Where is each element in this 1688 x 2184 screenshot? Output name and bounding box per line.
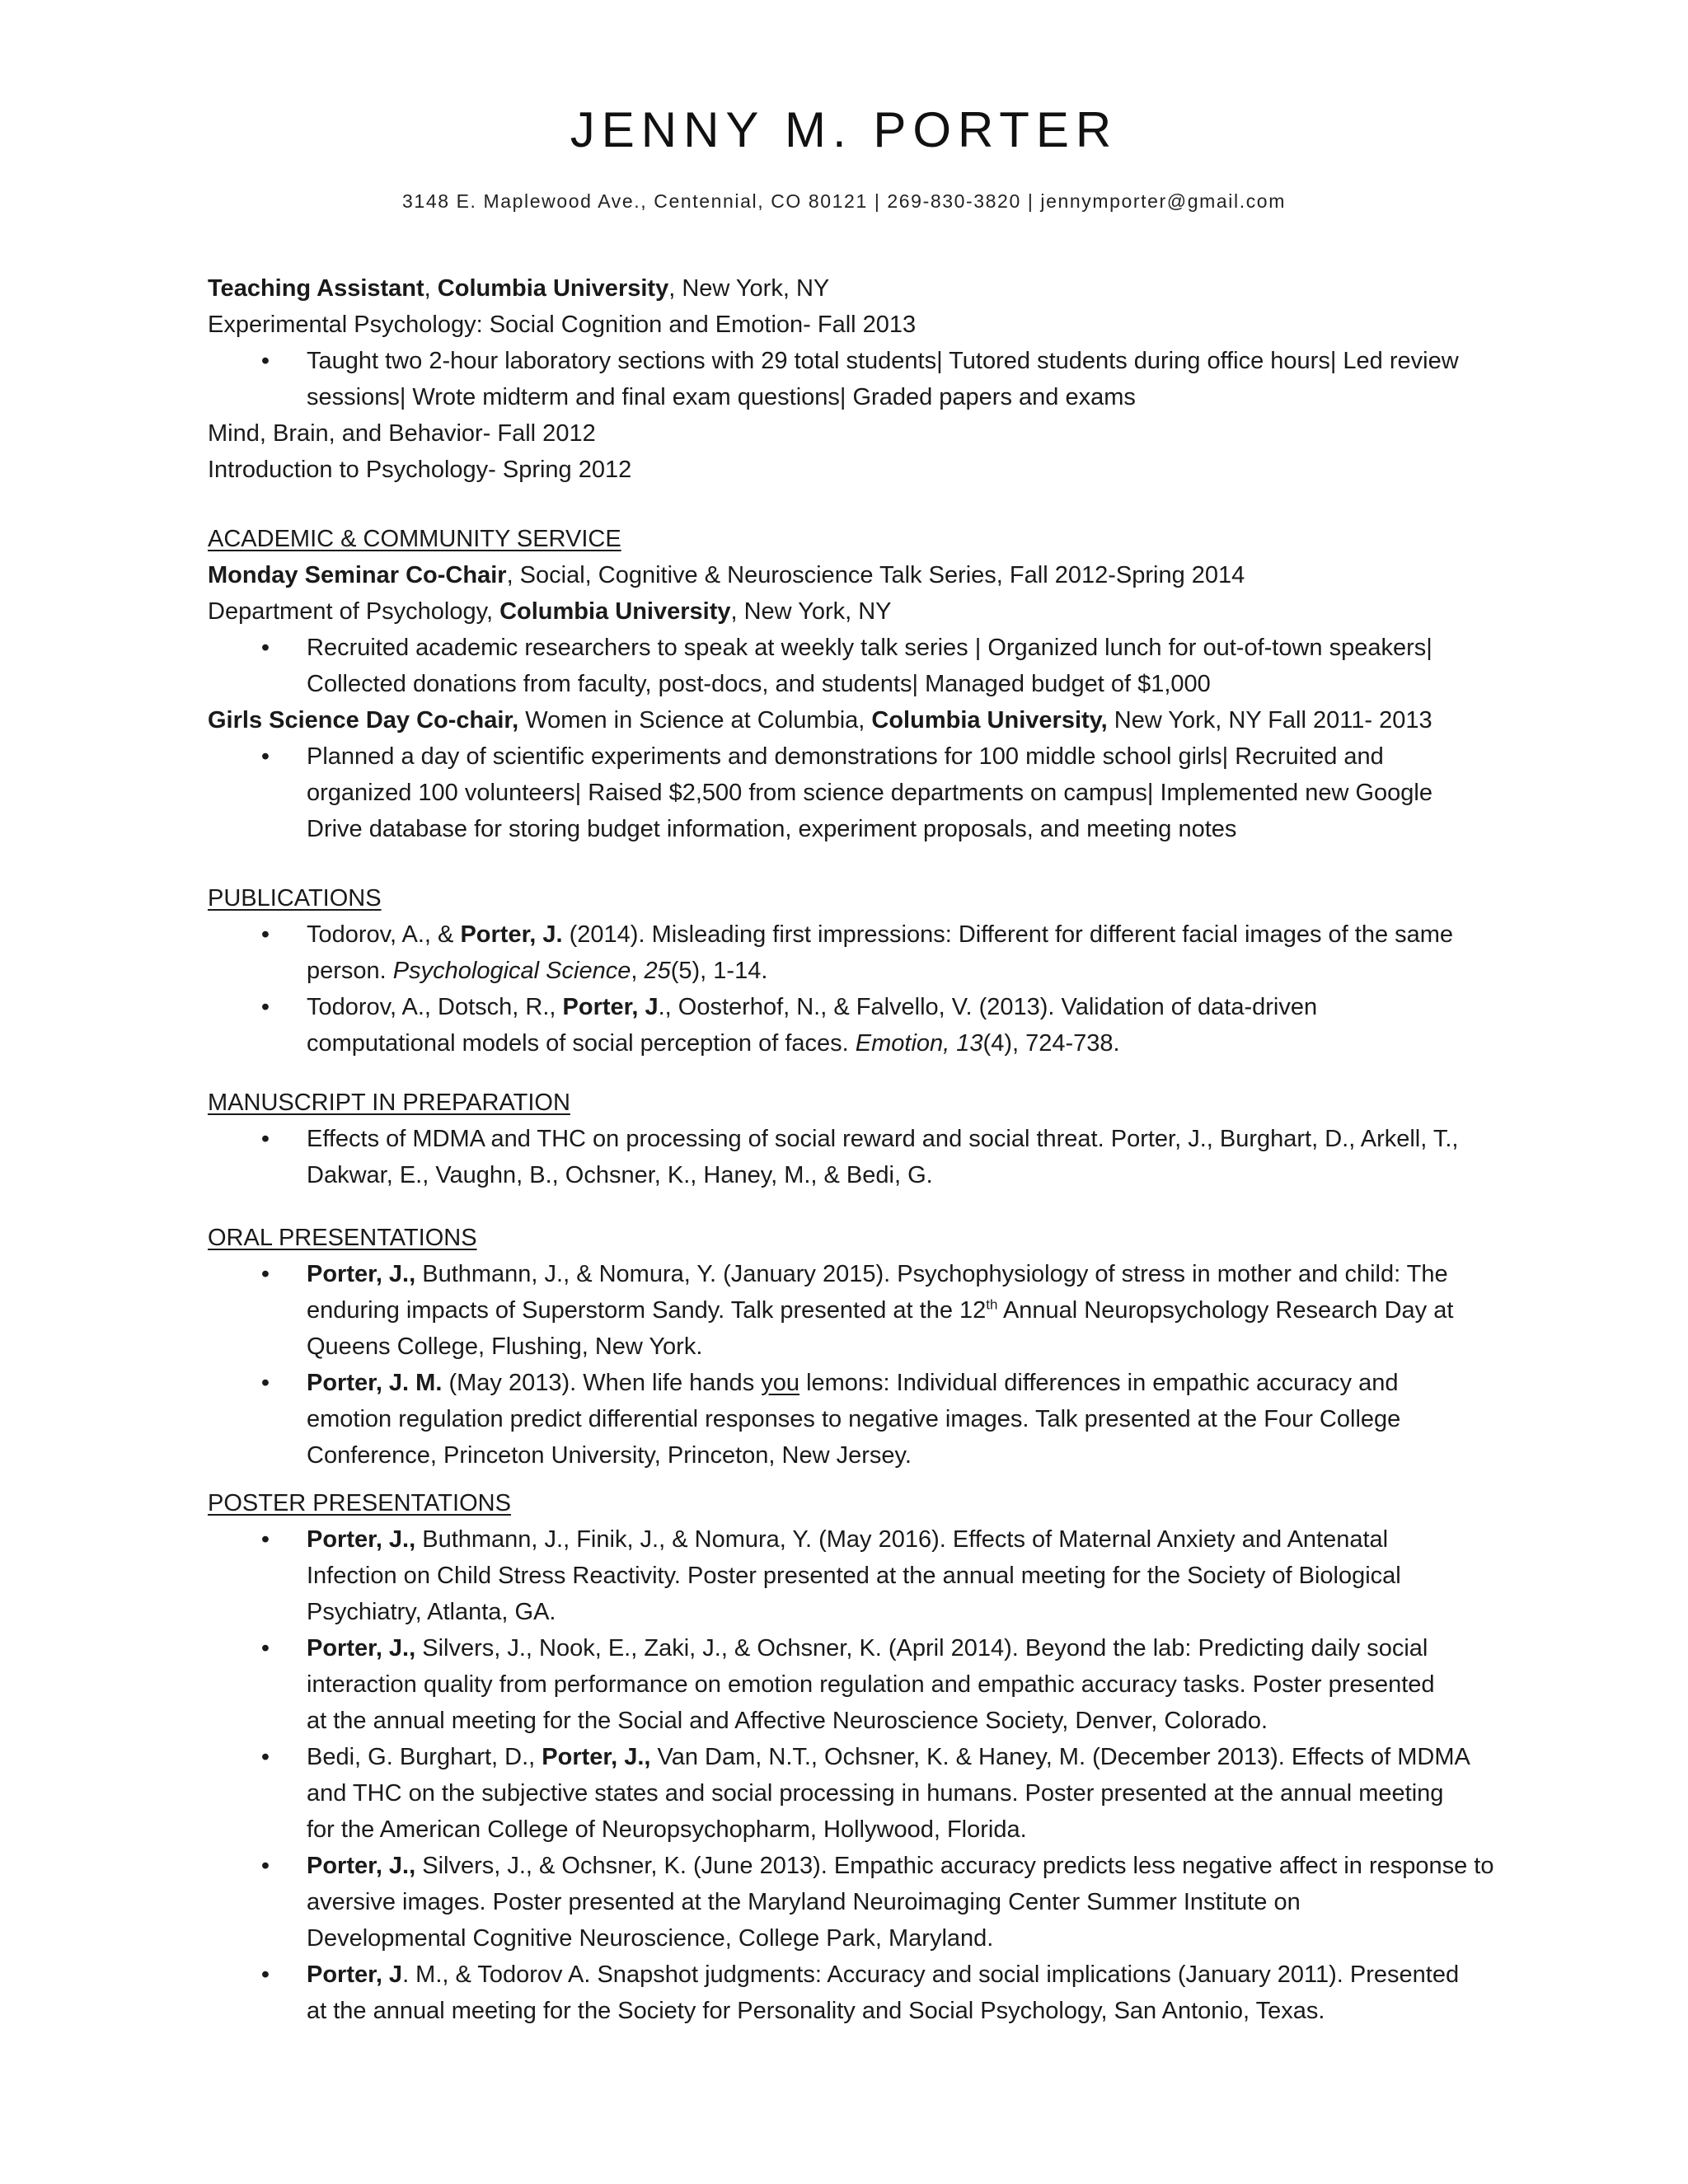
bullet-icon: • <box>260 1126 270 1152</box>
list-item <box>208 1256 1559 1365</box>
bullet-text: organized 100 volunteers| Raised $2,500 from science departments on campus| Implemented new Google <box>307 780 1432 806</box>
citation-line: emotion regulation predict differential responses to negative images. Talk presented at the Four College <box>307 1406 1401 1432</box>
course-3: Introduction to Psychology- Spring 2012 <box>208 457 632 483</box>
list-item <box>208 1630 1559 1739</box>
citation-text: enduring impacts of Superstorm Sandy. Talk presented at the 12 <box>307 1297 987 1324</box>
course-1: Experimental Psychology: Social Cognition and Emotion- Fall 2013 <box>208 312 917 338</box>
citation-line <box>307 1957 1559 1993</box>
citation-line: and THC on the subjective states and social processing in humans. Poster presented at the annual meeting <box>307 1780 1444 1807</box>
citation-text: person. <box>307 958 393 984</box>
section-heading: ORAL PRESENTATIONS <box>208 1225 477 1251</box>
author-highlight: Porter, J. M. <box>307 1370 443 1396</box>
list-item <box>208 1739 1559 1848</box>
bullet-icon: • <box>260 1635 270 1661</box>
author-highlight: Porter, J., <box>307 1853 416 1879</box>
author-highlight: Porter, J., <box>307 1261 416 1287</box>
citation-text: (2014). Misleading first impressions: Different for different facial images of the same <box>562 921 1454 948</box>
citation-line: aversive images. Poster presented at the Maryland Neuroimaging Center Summer Institute on <box>307 1889 1301 1915</box>
list-item <box>208 989 1559 1062</box>
bullet-text: Recruited academic researchers to speak at weekly talk series | Organized lunch for out-of-town speakers| <box>307 635 1432 661</box>
list-item <box>208 1521 1559 1630</box>
teaching-section <box>208 270 1559 488</box>
oral-presentations-section <box>208 1220 1559 1474</box>
citation-text: . M., & Todorov A. Snapshot judgments: Accuracy and social implications (January 2011). Presented <box>402 1961 1460 1988</box>
citation-line: Psychiatry, Atlanta, GA. <box>307 1599 556 1625</box>
teaching-role: Teaching Assistant <box>208 275 424 302</box>
citation-line: interaction quality from performance on emotion regulation and empathic accuracy tasks. Poster presented <box>307 1671 1435 1698</box>
bullet-text: Collected donations from faculty, post-docs, and students| Managed budget of $1,000 <box>307 671 1211 697</box>
citation-line <box>307 1848 1559 1884</box>
list-item <box>208 1957 1559 2029</box>
citation-line: Queens College, Flushing, New York. <box>307 1333 703 1360</box>
bullet-text: Taught two 2-hour laboratory sections with 29 total students| Tutored students during office hours| Led review <box>307 348 1459 374</box>
journal-volume: 25 <box>644 958 671 984</box>
publications-section <box>208 880 1559 1062</box>
citation-line <box>307 1739 1559 1775</box>
citation-text: lemons: Individual differences in empathic accuracy and <box>799 1370 1399 1396</box>
poster-presentations-section <box>208 1485 1559 2029</box>
service-detail: New York, NY Fall 2011- 2013 <box>1107 707 1432 733</box>
teaching-org: Columbia University <box>437 275 669 302</box>
author-highlight: Porter, J <box>307 1961 403 1988</box>
bullet-icon: • <box>260 1370 270 1396</box>
citation-text: Todorov, A., Dotsch, R., <box>307 994 563 1020</box>
bullet-icon: • <box>260 743 270 770</box>
course-2: Mind, Brain, and Behavior- Fall 2012 <box>208 420 596 447</box>
service-org: Columbia University, <box>871 707 1108 733</box>
citation-line <box>307 953 1559 989</box>
section-heading: PUBLICATIONS <box>208 885 382 912</box>
citation-line <box>307 1365 1559 1401</box>
bullet-icon: • <box>260 635 270 661</box>
author-highlight: Porter, J., <box>542 1744 651 1770</box>
contact-info: 3148 E. Maplewood Ave., Centennial, CO 80121 | 269-830-3820 | jennymporter@gmail.com <box>402 190 1286 212</box>
citation-line: Developmental Cognitive Neuroscience, College Park, Maryland. <box>307 1925 994 1952</box>
section-heading: ACADEMIC & COMMUNITY SERVICE <box>208 526 621 552</box>
citation-text: Annual Neuropsychology Research Day at <box>997 1297 1454 1324</box>
list-item <box>208 1365 1559 1474</box>
bullet-icon: • <box>260 1744 270 1770</box>
superscript: th <box>986 1296 998 1313</box>
teaching-location: , New York, NY <box>668 275 830 302</box>
journal-name: Emotion, 13 <box>855 1030 983 1057</box>
bullet-text: Dakwar, E., Vaughn, B., Ochsner, K., Haney, M., & Bedi, G. <box>307 1162 933 1188</box>
citation-text: Bedi, G. Burghart, D., <box>307 1744 542 1770</box>
bullet-text: Planned a day of scientific experiments and demonstrations for 100 middle school girls| Recruited and <box>307 743 1384 770</box>
bullet-icon: • <box>260 1853 270 1879</box>
citation-text: computational models of social perception of faces. <box>307 1030 856 1057</box>
citation-line <box>307 1292 1559 1329</box>
service-item-1-title <box>208 557 1559 593</box>
citation-line <box>307 1025 1559 1062</box>
dept-name: Department of Psychology, <box>208 598 500 625</box>
citation-text: Buthmann, J., Finik, J., & Nomura, Y. (May 2016). Effects of Maternal Anxiety and Antenatal <box>415 1526 1389 1553</box>
citation-text: Van Dam, N.T., Ochsner, K. & Haney, M. (December 2013). Effects of MDMA <box>650 1744 1470 1770</box>
citation-line: at the annual meeting for the Social and Affective Neuroscience Society, Denver, Colorado. <box>307 1708 1268 1734</box>
service-item-2-title <box>208 702 1559 738</box>
service-role: Monday Seminar Co-Chair <box>208 562 507 588</box>
section-heading: POSTER PRESENTATIONS <box>208 1490 511 1516</box>
list-item <box>208 630 1559 702</box>
list-item <box>208 343 1559 415</box>
bullet-icon: • <box>260 921 270 948</box>
author-highlight: Porter, J. <box>460 921 563 948</box>
bullet-icon: • <box>260 994 270 1020</box>
citation-text: (4), 724-738. <box>982 1030 1120 1057</box>
citation-line: Infection on Child Stress Reactivity. Poster presented at the annual meeting for the Society of Biological <box>307 1563 1401 1589</box>
list-item <box>208 916 1559 989</box>
citation-line <box>307 989 1559 1025</box>
candidate-name: JENNY M. PORTER <box>570 102 1118 157</box>
manuscript-section <box>208 1085 1559 1193</box>
service-org: Columbia University <box>499 598 731 625</box>
citation-text: (May 2013). When life hands <box>442 1370 762 1396</box>
service-role: Girls Science Day Co-chair, <box>208 707 519 733</box>
section-heading: MANUSCRIPT IN PREPARATION <box>208 1090 570 1116</box>
separator: , <box>424 275 438 302</box>
citation-text: Silvers, J., & Ochsner, K. (June 2013). Empathic accuracy predicts less negative affect in response to <box>415 1853 1494 1879</box>
author-highlight: Porter, J., <box>307 1526 416 1553</box>
author-highlight: Porter, J <box>562 994 659 1020</box>
citation-line <box>307 1256 1559 1292</box>
citation-line: Conference, Princeton University, Princeton, New Jersey. <box>307 1442 912 1469</box>
bullet-icon: • <box>260 348 270 374</box>
citation-text: , <box>631 958 645 984</box>
citation-line <box>307 916 1559 953</box>
bullet-text: sessions| Wrote midterm and final exam questions| Graded papers and exams <box>307 384 1136 410</box>
list-item <box>208 1121 1559 1193</box>
citation-line <box>307 1630 1559 1666</box>
author-highlight: Porter, J., <box>307 1635 416 1661</box>
citation-text: Silvers, J., Nook, E., Zaki, J., & Ochsner, K. (April 2014). Beyond the lab: Predicting daily social <box>415 1635 1428 1661</box>
bullet-text: Drive database for storing budget information, experiment proposals, and meeting notes <box>307 816 1237 842</box>
bullet-icon: • <box>260 1261 270 1287</box>
list-item <box>208 738 1559 847</box>
service-location: , New York, NY <box>730 598 892 625</box>
citation-line <box>307 1521 1559 1558</box>
service-detail: , Social, Cognitive & Neuroscience Talk Series, Fall 2012-Spring 2014 <box>506 562 1245 588</box>
bullet-text: Effects of MDMA and THC on processing of social reward and social threat. Porter, J., Burghart, D., Arkell, T., <box>307 1126 1459 1152</box>
list-item <box>208 1848 1559 1957</box>
citation-text: Buthmann, J., & Nomura, Y. (January 2015). Psychophysiology of stress in mother and child: The <box>415 1261 1448 1287</box>
citation-line: at the annual meeting for the Society for Personality and Social Psychology, San Antonio, Texas. <box>307 1998 1325 2024</box>
bullet-icon: • <box>260 1526 270 1553</box>
service-item-1-dept <box>208 593 1559 630</box>
service-section <box>208 521 1559 847</box>
journal-name: Psychological Science <box>392 958 631 984</box>
citation-text: (5), 1-14. <box>670 958 768 984</box>
teaching-title-line <box>208 270 1559 307</box>
bullet-icon: • <box>260 1961 270 1988</box>
citation-line: for the American College of Neuropsychopharm, Hollywood, Florida. <box>307 1816 1027 1843</box>
service-detail: Women in Science at Columbia, <box>518 707 872 733</box>
citation-text: ., Oosterhof, N., & Falvello, V. (2013). Validation of data-driven <box>658 994 1318 1020</box>
underlined-word: you <box>761 1370 800 1396</box>
citation-text: Todorov, A., & <box>307 921 461 948</box>
